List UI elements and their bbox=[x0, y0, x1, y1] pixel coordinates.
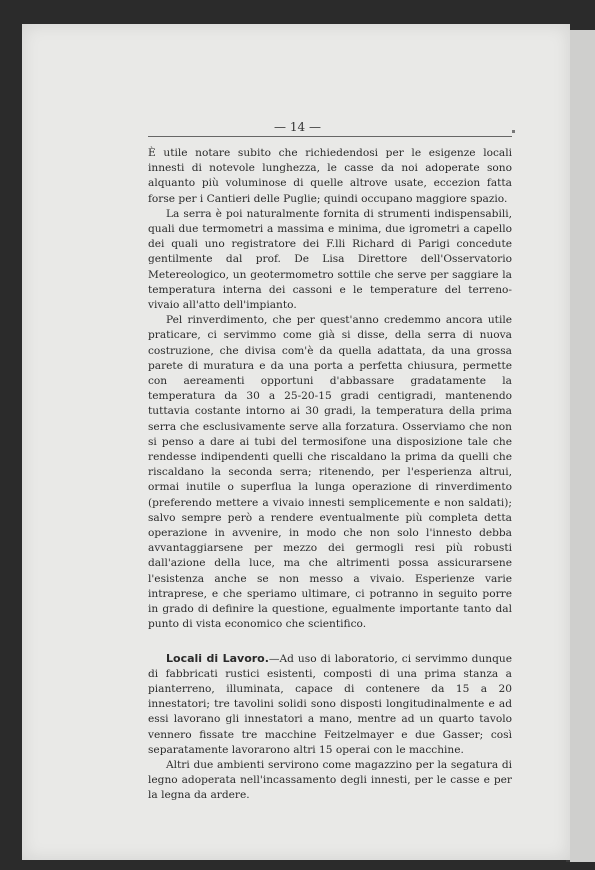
page-number: — 14 — bbox=[274, 120, 321, 134]
paragraph: La serra è poi naturalmente fornita di strumenti indispensabili, quali due termometri a massima e minima, due igrometri a capello dei quali uno registratore dei F.lli Richard di Parigi concedute gentilmente dal prof. De Lisa Direttore dell'Osservatorio Metereologico, un geotermometro sottile che serve per saggiare la temperatura interna dei cassoni e le temperature del terreno-vivaio all'atto dell'impianto. bbox=[148, 207, 512, 312]
adjacent-page-edge bbox=[568, 30, 595, 862]
section-gap bbox=[148, 633, 512, 651]
section-heading: Locali di Lavoro. bbox=[166, 651, 269, 665]
section-paragraph bbox=[148, 651, 512, 758]
header-rule bbox=[148, 136, 512, 137]
paragraph: Altri due ambienti servirono come magazzino per la segatura di legno adoperata nell'incassamento degli innesti, per le casse e per la legna da ardere. bbox=[148, 758, 512, 802]
paragraph: È utile notare subito che richiedendosi per le esigenze locali innesti di notevole lunghezza, le casse da noi adoperate sono alquanto più voluminose di quelle altrove usate, eccezion fatta forse per i Cantieri delle Puglie; quindi occupano maggiore spazio. bbox=[148, 147, 512, 205]
section-text: —Ad uso di laboratorio, ci servimmo dunque di fabbricati rustici esistenti, composti di una prima stanza a pianterreno, illuminata, capace di contenere da 15 a 20 innestatori; tre tavolini solidi sono disposti longitudinalmente e ad essi lavorano gli innestatori a mano, mentre ad un quarto tavolo vennero fissate tre macchine Feitzelmayer e due Gasser; così separatamente lavorarono altri 15 operai con le macchine. bbox=[148, 652, 512, 756]
paragraph: Pel rinverdimento, che per quest'anno credemmo ancora utile praticare, ci servimmo come già si disse, della serra di nuova costruzione, che divisa com'è da quella adattata, da una grossa parete di muratura e da una porta a perfetta chiusura, permette con aereamenti opportuni d'abbassare gradatamente la temperatura da 30 a 25-20-15 gradi centigradi, mantenendo tuttavia costante intorno ai 30 gradi, la temperatura della prima serra che esclusivamente serve alla forzatura. Osserviamo che non si penso a dare ai tubi del termosifone una disposizione tale che rendesse indipendenti quelli che riscaldano la prima da quelli che riscaldano la seconda serra; ritenendo, per l'esperienza altrui, ormai inutile o superflua la lunga operazione di rinverdimento (preferendo mettere a vivaio innesti semplicemente e non saldati); salvo sempre però a rendere eventualmente più completa detta operazione in avvenire, in modo che non solo l'innesto debba avvantaggiarsene per mezzo dei germogli resi più robusti dall'azione della luce, ma che altrimenti possa assicurarsene l'esistenza anche se non messo a vivaio. Esperienze varie intraprese, e che speriamo ultimare, ci potranno in seguito porre in grado di definire la questione, egualmente importante tanto dal punto di vista economico che scientifico. bbox=[148, 314, 512, 631]
margin-mark bbox=[512, 130, 515, 133]
body-text bbox=[148, 146, 512, 804]
